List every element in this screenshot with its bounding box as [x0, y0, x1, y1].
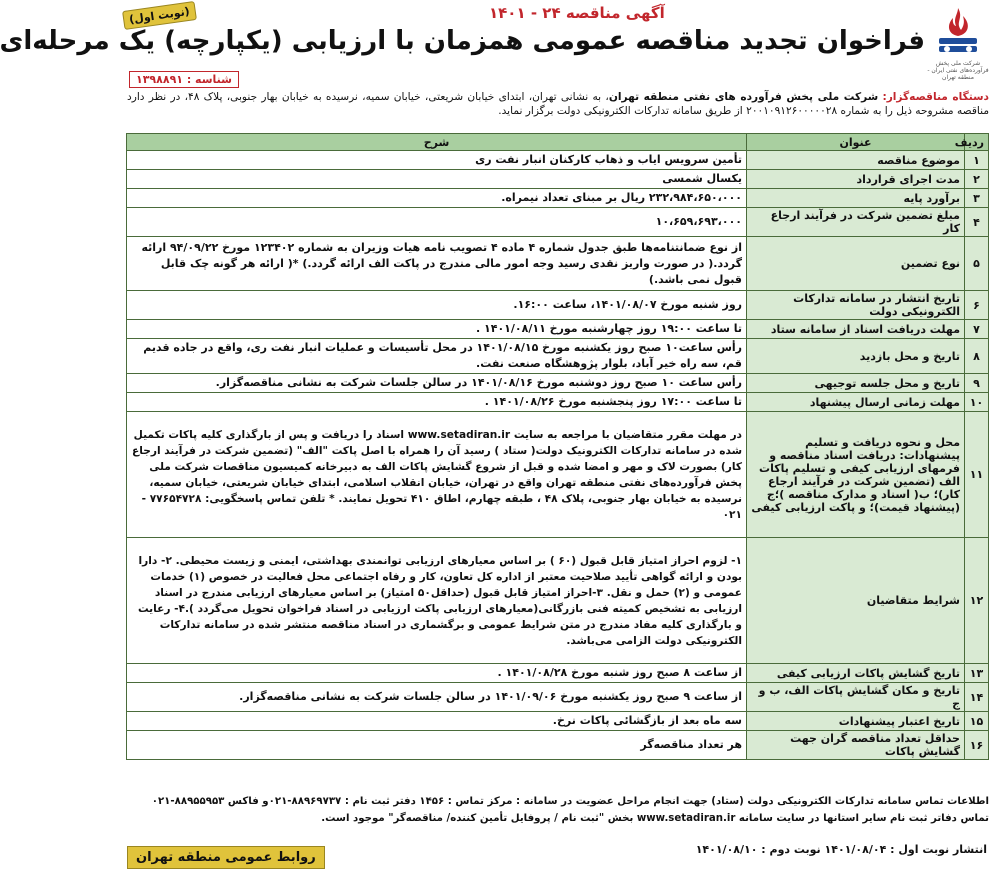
row-description: ۲۳۲،۹۸۴،۶۵۰،۰۰۰ ریال بر مبنای تعداد نیمراه. [127, 189, 747, 208]
notice-id: شناسه : ۱۳۹۸۸۹۱ [129, 71, 239, 88]
row-title: تاریخ گشایش پاکات ارزیابی کیفی [747, 664, 965, 683]
notice-number: آگهی مناقصه ۲۴ - ۱۴۰۱ [489, 4, 665, 22]
col-header-num: ردیف [965, 134, 989, 151]
table-row [127, 683, 989, 712]
table-row [127, 320, 989, 339]
row-number: ۱۵ [965, 712, 989, 731]
row-title: مبلغ تضمین شرکت در فرآیند ارجاع کار [747, 208, 965, 237]
table-header-row [127, 134, 989, 151]
row-description: هر تعداد مناقصه‌گر [127, 731, 747, 760]
intro-text: ، به نشانی تهران، ابتدای خیابان شریعتی، خیابان سمیه، نرسیده به خیابان بهار جنوبی، پلاک ۴۸، در نظر دارد مناقصه مشروحه ذیل را به شماره ۲۰۰۱۰۹۱۲۶۰۰۰۰۰۲۸ از طریق سامانه تدارکات الکترونیکی دولت برگزار نماید. [127, 91, 989, 117]
row-description: رأس ساعت ۱۰ صبح روز دوشنبه مورخ ۱۴۰۱/۰۸/۱۶ در سالن جلسات شرکت به نشانی مناقصه‌گزار. [127, 374, 747, 393]
table-row [127, 731, 989, 760]
intro-paragraph [127, 90, 989, 118]
row-description: تا ساعت ۱۷:۰۰ روز پنجشنبه مورخ ۱۴۰۱/۰۸/۲۶ . [127, 393, 747, 412]
contact-footer [127, 793, 989, 827]
row-description: روز شنبه مورخ ۱۴۰۱/۰۸/۰۷، ساعت ۱۶:۰۰. [127, 291, 747, 320]
intro-org: شرکت ملی پخش فرآورده های نفتی منطقه تهران [608, 91, 879, 103]
row-number: ۶ [965, 291, 989, 320]
table-row [127, 374, 989, 393]
row-number: ۱۲ [965, 538, 989, 664]
table-row [127, 151, 989, 170]
row-title: موضوع مناقصه [747, 151, 965, 170]
row-description: تأمین سرویس ایاب و ذهاب کارکنان انبار نفت ری [127, 151, 747, 170]
row-title: مدت اجرای قرارداد [747, 170, 965, 189]
row-description: یکسال شمسی [127, 170, 747, 189]
row-description: از ساعت ۸ صبح روز شنبه مورخ ۱۴۰۱/۰۸/۲۸ . [127, 664, 747, 683]
row-title: شرایط متقاضیان [747, 538, 965, 664]
table-row [127, 291, 989, 320]
row-title: تاریخ اعتبار پیشنهادات [747, 712, 965, 731]
row-title: تاریخ انتشار در سامانه تدارکات الکترونیکی دولت [747, 291, 965, 320]
row-description: ۱۰،۶۵۹،۶۹۳،۰۰۰ [127, 208, 747, 237]
logo-caption: شرکت ملی پخش فرآورده‌های نفتی ایران - منطقه تهران [927, 60, 989, 81]
footer-line-1: اطلاعات تماس سامانه تدارکات الکترونیکی دولت (ستاد) جهت انجام مراحل عضویت در سامانه : مرکز تماس : ۱۴۵۶ دفتر ثبت نام : ۸۸۹۶۹۷۳۷-۰۲۱و فاکس ۸۸۹۵۵۹۵۳-۰۲۱ [151, 796, 989, 807]
intro-lead: دستگاه مناقصه‌گزار: [882, 91, 989, 103]
company-logo [927, 4, 989, 92]
row-number: ۴ [965, 208, 989, 237]
row-number: ۹ [965, 374, 989, 393]
row-title: مهلت دریافت اسناد از سامانه ستاد [747, 320, 965, 339]
table-row [127, 393, 989, 412]
row-number: ۷ [965, 320, 989, 339]
flame-logo-icon [931, 4, 985, 58]
row-title: تاریخ و مکان گشایش پاکات الف، ب و ج [747, 683, 965, 712]
table-row [127, 237, 989, 291]
row-title: مهلت زمانی ارسال پیشنهاد [747, 393, 965, 412]
row-title: نوع تضمین [747, 237, 965, 291]
row-title: تاریخ و محل جلسه توجیهی [747, 374, 965, 393]
first-publication-badge: (نوبت اول) [122, 1, 197, 30]
row-number: ۱۱ [965, 412, 989, 538]
table-row [127, 189, 989, 208]
row-description: سه ماه بعد از بازگشائی پاکات نرخ. [127, 712, 747, 731]
row-number: ۲ [965, 170, 989, 189]
row-number: ۱۶ [965, 731, 989, 760]
row-title: محل و نحوه دریافت و تسلیم پیشنهادات: دریافت اسناد مناقصه و فرمهای ارزیابی کیفی و تسلیم پاکات الف (تضمین شرکت در فرآیند ارجاع کار)؛ ب( اسناد و مدارک مناقصه )؛ج (پیشنهاد قیمت)؛ و پاکت ارزیابی کیفی [747, 412, 965, 538]
row-number: ۳ [965, 189, 989, 208]
footer-line-2: تماس دفاتر ثبت نام سایر استانها در سایت سامانه www.setadiran.ir بخش "ثبت نام / پروفایل تأمین کننده/ مناقصه‌گر" موجود است. [321, 813, 989, 824]
row-description: در مهلت مقرر متقاضیان با مراجعه به سایت www.setadiran.ir اسناد را دریافت و پس از بارگذاری کلیه پاکات تکمیل شده در سامانه تدارکات الکترونیک دولت( ستاد ) رسید آن را همراه با اصل پاکت "الف" (تضمین شرکت در فرآیند ارجاع کار) بصورت لاک و مهر و امضا شده و قبل از شروع گشایش پاکات الف به دبیرخانه کمیسیون مناقصات شرکت ملی پخش فرآورده‌های نفتی منطقه تهران واقع در تهران، خیابان انقلاب اسلامی، ابتدای خیابان شریعتی، خیابان سمیه، نرسیده به خیابان بهار جنوبی، پلاک ۴۸ ، طبقه چهارم، اطاق ۴۱۰ تحویل نمایند. * تلفن تماس پاسخگویی: ۷۷۶۵۴۷۲۸ - ۰۲۱ [127, 412, 747, 538]
tender-table [126, 133, 989, 760]
table-row [127, 664, 989, 683]
table-row [127, 208, 989, 237]
public-relations-badge: روابط عمومی منطقه تهران [127, 846, 325, 869]
row-number: ۱۳ [965, 664, 989, 683]
row-number: ۸ [965, 339, 989, 374]
row-description: تا ساعت ۱۹:۰۰ روز چهارشنبه مورخ ۱۴۰۱/۰۸/۱۱ . [127, 320, 747, 339]
col-header-title: عنوان [747, 134, 965, 151]
row-number: ۱۰ [965, 393, 989, 412]
publication-dates: انتشار نوبت اول : ۱۴۰۱/۰۸/۰۴ نوبت دوم : ۱۴۰۱/۰۸/۱۰ [695, 843, 987, 856]
table-row [127, 170, 989, 189]
table-row [127, 339, 989, 374]
row-number: ۱۴ [965, 683, 989, 712]
row-number: ۵ [965, 237, 989, 291]
row-title: حداقل تعداد مناقصه گران جهت گشایش پاکات [747, 731, 965, 760]
row-title: تاریخ و محل بازدید [747, 339, 965, 374]
row-description: ۱- لزوم احراز امتیاز قابل قبول (۶۰ ) بر اساس معیارهای ارزیابی توانمندی بهداشتی، ایمنی و زیست محیطی. ۲- دارا بودن و ارائه گواهی تأیید صلاحیت معتبر از اداره کل تعاون، کار و رفاه اجتماعی محل فعالیت در خصوص (۱) خدمات عمومی و (۲) حمل و نقل. ۳-احراز امتیاز قابل قبول (حداقل۵۰ امتیاز) بر اساس معیارهای ارزیابی مندرج در اسناد ارزیابی به تشخیص کمیته فنی بازرگانی(معیارهای ارزیابی پاکت ارزیابی در اسناد فراخوان تحویل می‌گردد ).۴- رعایت و بارگذاری کلیه مفاد مندرج در متن شرایط عمومی و برگشماری در اسناد مناقصه منتشر شده در سامانه تدارکات الکترونیکی دولت الزامی می‌باشد. [127, 538, 747, 664]
table-row [127, 712, 989, 731]
row-description: از ساعت ۹ صبح روز یکشنبه مورخ ۱۴۰۱/۰۹/۰۶ در سالن جلسات شرکت به نشانی مناقصه‌گزار. [127, 683, 747, 712]
table-row [127, 538, 989, 664]
row-number: ۱ [965, 151, 989, 170]
table-row [127, 412, 989, 538]
row-description: رأس ساعت۱۰ صبح روز یکشنبه مورخ ۱۴۰۱/۰۸/۱۵ در محل تأسیسات و عملیات انبار نفت ری، واقع در جاده قدیم قم، سه راه خیر آباد، بلوار پژوهشگاه صنعت نفت. [127, 339, 747, 374]
row-title: برآورد پایه [747, 189, 965, 208]
col-header-desc: شرح [127, 134, 747, 151]
row-description: از نوع ضمانتنامه‌ها طبق جدول شماره ۴ ماده ۴ تصویب نامه هیات وزیران به شماره ۱۲۳۴۰۲ مورخ ۹۴/۰۹/۲۲ ارائه گردد.( در صورت واریز نقدی رسید وجه امور مالی مندرج در پاکت الف ارائه گردد.) *( ارائه هر گونه چک قابل قبول نمی باشد.) [127, 237, 747, 291]
page-title: فراخوان تجدید مناقصه عمومی همزمان با ارزیابی (یکپارچه) یک مرحله‌ای [0, 26, 925, 56]
